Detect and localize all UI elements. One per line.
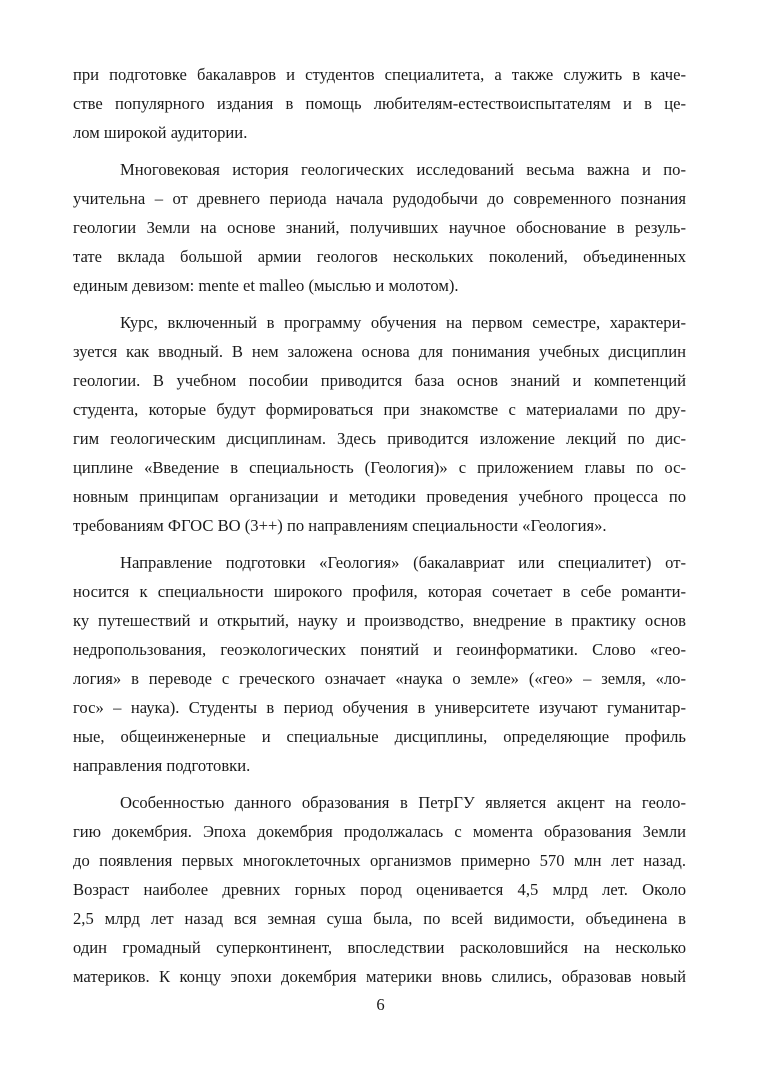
paragraph [73, 308, 686, 540]
text-line: стве популярного издания в помощь любителям-естествоиспытателям и в це- [73, 94, 686, 113]
paragraph [73, 60, 686, 147]
text-line: студента, которые будут формироваться при знакомстве с материалами по дру- [73, 400, 686, 419]
text-line: гим геологическим дисциплинам. Здесь приводится изложение лекций по дис- [73, 429, 686, 448]
text-line: Курс, включенный в программу обучения на первом семестре, характери- [120, 313, 686, 332]
text-line: учительна – от древнего периода начала рудодобычи до современного познания [73, 189, 686, 208]
text-line: логия» в переводе с греческого означает «наука о земле» («гео» – земля, «ло- [73, 669, 686, 688]
text-line: Возраст наиболее древних горных пород оценивается 4,5 млрд лет. Около [73, 880, 686, 899]
text-line: зуется как вводный. В нем заложена основа для понимания учебных дисциплин [73, 342, 686, 361]
text-line: при подготовке бакалавров и студентов специалитета, а также служить в каче- [73, 65, 686, 84]
text-line: ные, общеинженерные и специальные дисциплины, определяющие профиль [73, 727, 686, 746]
text-line: гос» – наука). Студенты в период обучения в университете изучают гуманитар- [73, 698, 686, 717]
text-line: требованиям ФГОС ВО (3++) по направлениям специальности «Геология». [73, 516, 607, 535]
page-number: 6 [376, 995, 385, 1014]
paragraph [73, 155, 686, 300]
text-line: Многовековая история геологических исследований весьма важна и по- [120, 160, 686, 179]
text-line: новным принципам организации и методики проведения учебного процесса по [73, 487, 686, 506]
text-line: геологии Земли на основе знаний, получивших научное обоснование в резуль- [73, 218, 686, 237]
text-line: геологии. В учебном пособии приводится база основ знаний и компетенций [73, 371, 686, 390]
text-line: до появления первых многоклеточных организмов примерно 570 млн лет назад. [73, 851, 686, 870]
text-line: один громадный суперконтинент, впоследствии расколовшийся на несколько [73, 938, 686, 957]
paragraph [73, 788, 686, 991]
text-line: ку путешествий и открытий, науку и производство, внедрение в практику основ [73, 611, 686, 630]
text-line: Особенностью данного образования в ПетрГУ является акцент на геоло- [120, 793, 686, 812]
paragraph [73, 548, 686, 780]
text-line: материков. К концу эпохи докембрия материки вновь слились, образовав новый [73, 967, 686, 986]
text-line: Направление подготовки «Геология» (бакалавриат или специалитет) от- [120, 553, 686, 572]
text-line: носится к специальности широкого профиля, которая сочетает в себе романти- [73, 582, 686, 601]
text-line: недропользования, геоэкологических понятий и геоинформатики. Слово «гео- [73, 640, 686, 659]
text-line: циплине «Введение в специальность (Геология)» с приложением главы по ос- [73, 458, 686, 477]
text-line: единым девизом: mente et malleo (мыслью и молотом). [73, 276, 459, 295]
body-text [73, 60, 686, 999]
text-line: гию докембрия. Эпоха докембрия продолжалась с момента образования Земли [73, 822, 686, 841]
text-line: тате вклада большой армии геологов нескольких поколений, объединенных [73, 247, 686, 266]
text-line: 2,5 млрд лет назад вся земная суша была, по всей видимости, объединена в [73, 909, 686, 928]
text-line: лом широкой аудитории. [73, 123, 248, 142]
text-line: направления подготовки. [73, 756, 251, 775]
